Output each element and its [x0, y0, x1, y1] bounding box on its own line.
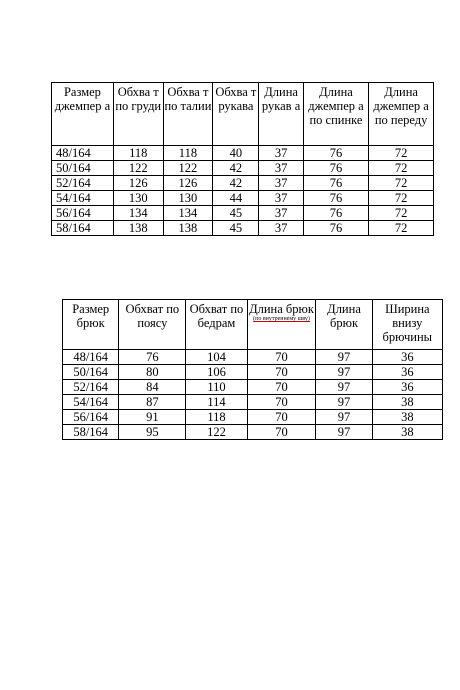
table-cell: 37	[259, 221, 303, 236]
table-cell: 122	[163, 161, 213, 176]
table-cell: 37	[259, 176, 303, 191]
table-cell: 70	[247, 425, 316, 440]
sweater-header-row	[52, 83, 434, 146]
table-row	[52, 191, 434, 206]
table-cell: 42	[213, 161, 259, 176]
table-cell: 76	[303, 191, 369, 206]
sweater-size-table	[51, 82, 434, 236]
table-cell: 70	[247, 395, 316, 410]
table-cell: 130	[113, 191, 163, 206]
table-cell: 72	[369, 161, 434, 176]
header-cell: Обхват по бедрам	[186, 300, 247, 350]
table-row	[63, 395, 443, 410]
table-cell: 138	[163, 221, 213, 236]
table-cell: 104	[186, 350, 247, 365]
size-cell: 54/164	[52, 191, 114, 206]
size-cell: 48/164	[52, 146, 114, 161]
table-row	[52, 206, 434, 221]
table-cell: 44	[213, 191, 259, 206]
table-cell: 72	[369, 176, 434, 191]
table-row	[52, 221, 434, 236]
table-cell: 38	[372, 410, 442, 425]
table-cell: 110	[186, 380, 247, 395]
table-row	[52, 161, 434, 176]
table-cell: 97	[316, 395, 372, 410]
table-row	[63, 425, 443, 440]
table-cell: 114	[186, 395, 247, 410]
header-cell: Размер брюк	[63, 300, 119, 350]
table-cell: 138	[113, 221, 163, 236]
table-cell: 97	[316, 380, 372, 395]
table-cell: 72	[369, 191, 434, 206]
table-cell: 70	[247, 350, 316, 365]
table-cell: 37	[259, 191, 303, 206]
table-cell: 76	[303, 206, 369, 221]
header-cell: Длина джемпер а по переду	[369, 83, 434, 146]
table-row	[63, 365, 443, 380]
table-cell: 76	[303, 176, 369, 191]
header-cell: Обхват по поясу	[119, 300, 186, 350]
header-cell: Длина рукав а	[259, 83, 303, 146]
trousers-header-row	[63, 300, 443, 350]
table-cell: 97	[316, 350, 372, 365]
table-cell: 45	[213, 221, 259, 236]
table-cell: 97	[316, 425, 372, 440]
table-cell: 118	[163, 146, 213, 161]
size-cell: 56/164	[63, 410, 119, 425]
size-cell: 56/164	[52, 206, 114, 221]
table-cell: 37	[259, 206, 303, 221]
header-cell: Длина брюк	[316, 300, 372, 350]
size-cell: 58/164	[52, 221, 114, 236]
table-cell: 106	[186, 365, 247, 380]
table-row	[63, 410, 443, 425]
inner-seam-note: (по внутреннему шву)	[253, 316, 310, 322]
table-cell: 72	[369, 221, 434, 236]
table-cell: 70	[247, 365, 316, 380]
header-cell: Обхва т по талии	[163, 83, 213, 146]
table-cell: 122	[186, 425, 247, 440]
table-cell: 118	[186, 410, 247, 425]
size-cell: 52/164	[52, 176, 114, 191]
table-row	[63, 350, 443, 365]
table-row	[52, 176, 434, 191]
table-cell: 76	[303, 221, 369, 236]
header-cell: Обхва т рукава	[213, 83, 259, 146]
table-cell: 97	[316, 410, 372, 425]
table-cell: 38	[372, 395, 442, 410]
table-cell: 76	[303, 146, 369, 161]
table-cell: 126	[113, 176, 163, 191]
table-cell: 118	[113, 146, 163, 161]
table-cell: 72	[369, 206, 434, 221]
table-cell: 72	[369, 146, 434, 161]
header-cell: Обхва т по груди	[113, 83, 163, 146]
header-cell: Длина джемпер а по спинке	[303, 83, 369, 146]
table-cell: 45	[213, 206, 259, 221]
table-cell: 70	[247, 410, 316, 425]
table-cell: 76	[303, 161, 369, 176]
size-cell: 50/164	[52, 161, 114, 176]
table-cell: 36	[372, 365, 442, 380]
table-cell: 87	[119, 395, 186, 410]
table-cell: 95	[119, 425, 186, 440]
table-row	[63, 380, 443, 395]
table-cell: 36	[372, 380, 442, 395]
table-cell: 80	[119, 365, 186, 380]
table-cell: 134	[163, 206, 213, 221]
table-cell: 36	[372, 350, 442, 365]
table-cell: 40	[213, 146, 259, 161]
table-cell: 70	[247, 380, 316, 395]
table-cell: 134	[113, 206, 163, 221]
table-row	[52, 146, 434, 161]
table-cell: 126	[163, 176, 213, 191]
table-cell: 42	[213, 176, 259, 191]
table-cell: 84	[119, 380, 186, 395]
table-cell: 37	[259, 161, 303, 176]
table-cell: 91	[119, 410, 186, 425]
size-cell: 58/164	[63, 425, 119, 440]
table-cell: 38	[372, 425, 442, 440]
trousers-size-table	[62, 299, 443, 440]
header-cell: Размер джемпер а	[52, 83, 114, 146]
header-cell: Ширина внизу брючины	[372, 300, 442, 350]
size-cell: 50/164	[63, 365, 119, 380]
size-cell: 52/164	[63, 380, 119, 395]
table-cell: 76	[119, 350, 186, 365]
table-cell: 130	[163, 191, 213, 206]
header-cell-inner-length	[247, 300, 316, 350]
table-cell: 37	[259, 146, 303, 161]
table-cell: 97	[316, 365, 372, 380]
header-label: Длина брюк	[249, 302, 314, 316]
size-cell: 54/164	[63, 395, 119, 410]
table-cell: 122	[113, 161, 163, 176]
size-cell: 48/164	[63, 350, 119, 365]
